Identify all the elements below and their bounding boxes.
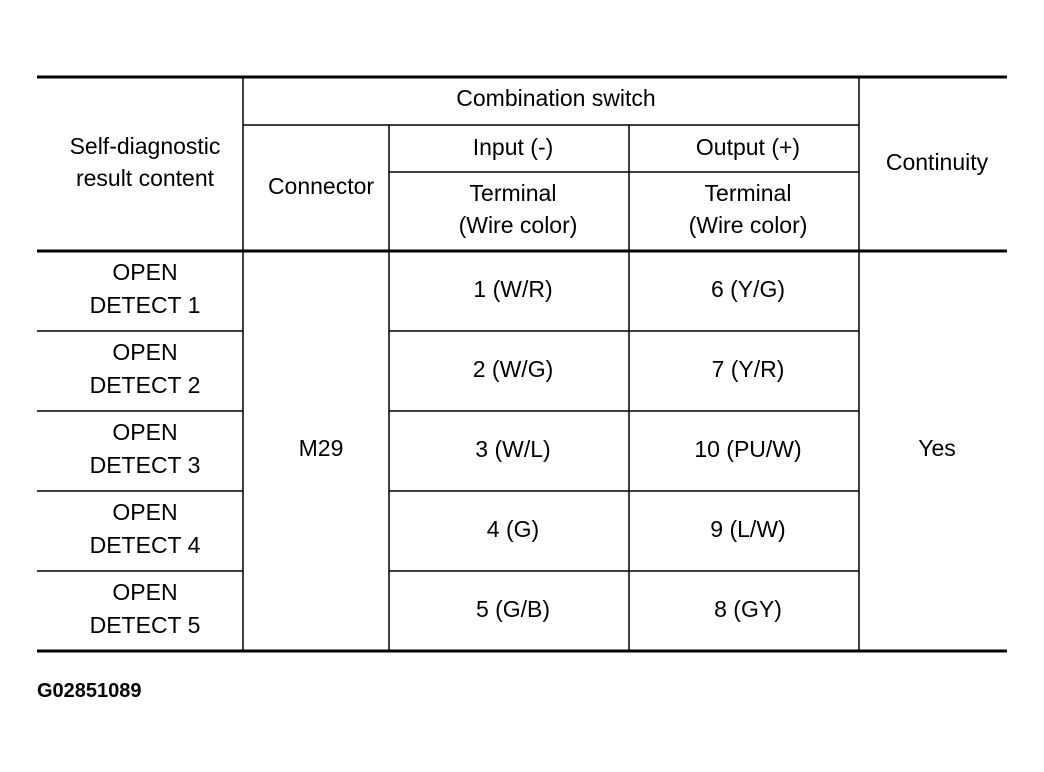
continuity-cell: Yes [918, 435, 956, 461]
table-row [90, 419, 802, 478]
self-diag-header-line-2: result content [75, 165, 215, 191]
table-row [90, 339, 785, 398]
figure-id: G02851089 [37, 680, 142, 702]
table-body [90, 259, 956, 638]
result-cell-line-1: OPEN [112, 499, 178, 525]
result-cell-line-1: OPEN [112, 579, 178, 605]
output-terminal-cell: 8 (GY) [714, 596, 782, 622]
table-row [90, 499, 786, 558]
input-terminal-header-line-2: (Wire color) [458, 212, 578, 238]
result-cell-line-2: DETECT 5 [89, 612, 201, 638]
connector-cell: M29 [298, 435, 344, 461]
output-terminal-cell: 10 (PU/W) [694, 436, 802, 462]
result-cell-line-1: OPEN [112, 419, 178, 445]
result-cell-line-1: OPEN [112, 259, 178, 285]
output-terminal-header-line-2: (Wire color) [688, 212, 808, 238]
result-cell-line-2: DETECT 4 [89, 532, 201, 558]
output-header: Output (+) [695, 134, 801, 160]
table-row [90, 259, 785, 318]
result-cell-line-1: OPEN [112, 339, 178, 365]
input-terminal-cell: 1 (W/R) [473, 276, 553, 302]
result-cell-line-2: DETECT 1 [89, 292, 201, 318]
connector-header: Connector [267, 173, 375, 199]
input-terminal-header-line-1: Terminal [469, 180, 557, 206]
combination-switch-header: Combination switch [456, 85, 656, 111]
continuity-header: Continuity [885, 149, 989, 175]
table-row [90, 579, 782, 638]
input-terminal-cell: 5 (G/B) [475, 596, 551, 622]
input-terminal-cell: 2 (W/G) [472, 356, 554, 382]
output-terminal-cell: 9 (L/W) [710, 516, 786, 542]
result-cell-line-2: DETECT 3 [89, 452, 201, 478]
self-diag-header-line-1: Self-diagnostic [69, 133, 221, 159]
result-cell-line-2: DETECT 2 [89, 372, 201, 398]
input-header: Input (-) [472, 134, 554, 160]
output-terminal-header-line-1: Terminal [704, 180, 792, 206]
input-terminal-cell: 4 (G) [486, 516, 540, 542]
input-terminal-cell: 3 (W/L) [475, 436, 551, 462]
output-terminal-cell: 7 (Y/R) [711, 356, 785, 382]
output-terminal-cell: 6 (Y/G) [710, 276, 786, 302]
table-header [70, 85, 989, 238]
